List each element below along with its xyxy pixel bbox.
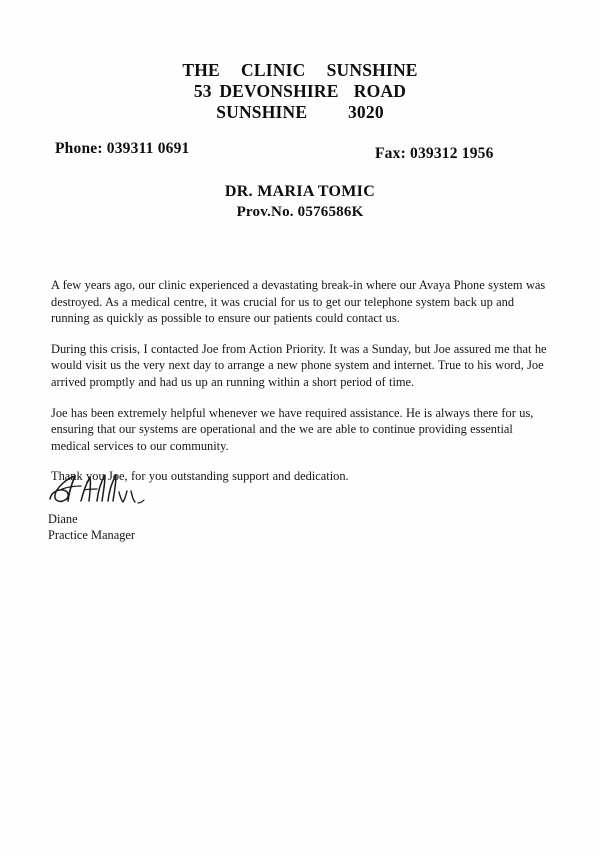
fax-number: Fax: 039312 1956 — [375, 145, 494, 162]
doctor-name: DR. MARIA TOMIC — [224, 183, 376, 200]
phone-number: Phone: 039311 0691 — [55, 140, 190, 157]
signature-block — [48, 471, 268, 543]
body-paragraph-4: Thank you Joe, for you outstanding support and dedication. — [51, 469, 349, 484]
doctor-provider-number: Prov.No. 0576586K — [236, 204, 364, 220]
letterhead — [0, 60, 600, 123]
doctor-block — [0, 182, 600, 222]
body-paragraph-3: Joe has been extremely helpful whenever we have required assistance. He is always there for us, ensuring that our systems are operational and the we are able to continue providing essential medical services to our community. — [51, 405, 534, 453]
body-paragraph-2: During this crisis, I contacted Joe from Action Priority. It was a Sunday, but Joe assured me that he would visit us the very next day to arrange a new phone system and internet. True to his word, Joe arrived promptly and had us up an running within a short period of time. — [51, 341, 547, 389]
clinic-street-address: 53 DEVONSHIRE ROAD — [193, 81, 407, 101]
letter-body — [51, 277, 547, 485]
clinic-suburb-postcode: SUNSHINE 3020 — [216, 102, 384, 122]
body-paragraph-1: A few years ago, our clinic experienced a devastating break-in where our Avaya Phone system was destroyed. As a medical centre, it was crucial for us to get our telephone system back up and running as quickly as possible to ensure our patients could contact us. — [51, 278, 546, 326]
signatory-name: Diane — [48, 512, 78, 526]
signatory-role: Practice Manager — [48, 528, 136, 542]
handwritten-signature-icon — [48, 471, 148, 509]
clinic-name: THE CLINIC SUNSHINE — [182, 60, 418, 80]
